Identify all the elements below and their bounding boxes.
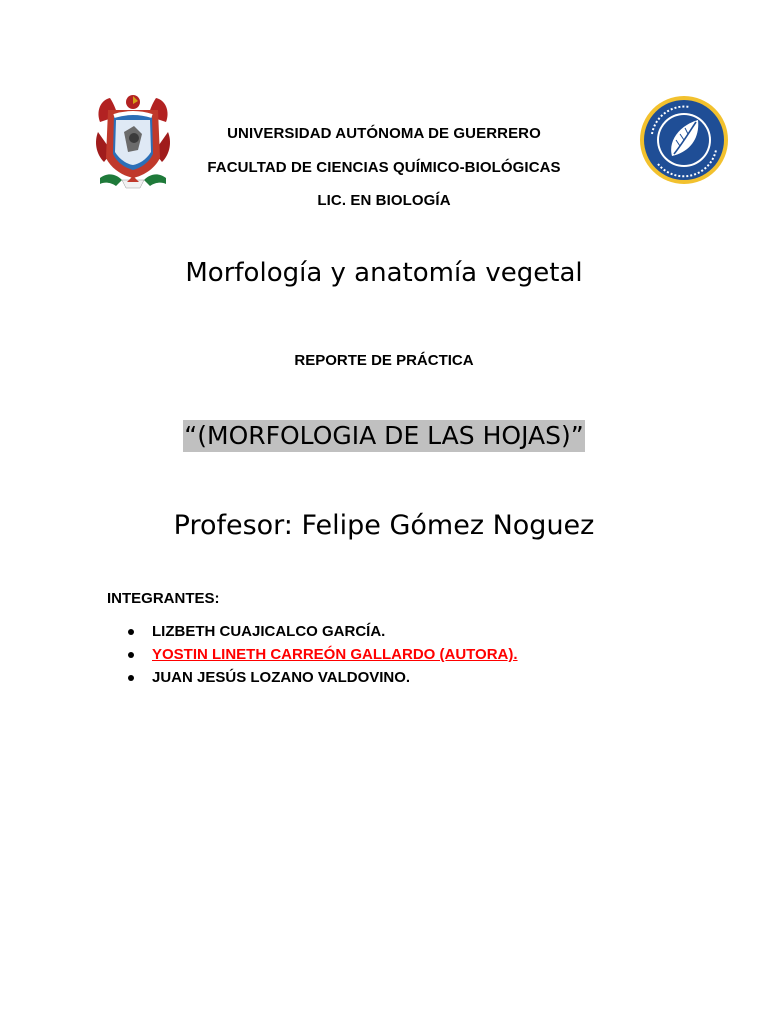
list-item-member — [128, 620, 518, 643]
university-coat-of-arms-logo — [94, 92, 172, 192]
degree-name: LIC. EN BIOLOGÍA — [317, 192, 451, 209]
course-title: Morfología y anatomía vegetal — [185, 258, 583, 288]
member-name: YOSTIN LINETH CARREÓN GALLARDO (AUTORA). — [152, 646, 518, 663]
practice-title: “(MORFOLOGIA DE LAS HOJAS)” — [184, 421, 584, 450]
member-name: LIZBETH CUAJICALCO GARCÍA. — [152, 623, 386, 640]
member-name: JUAN JESÚS LOZANO VALDOVINO. — [152, 669, 411, 686]
practice-title-container — [0, 420, 768, 452]
bullet-icon — [128, 629, 134, 635]
bullet-icon — [128, 675, 134, 681]
members-list — [128, 620, 518, 689]
university-name: UNIVERSIDAD AUTÓNOMA DE GUERRERO — [227, 125, 541, 142]
professor-line: Profesor: Felipe Gómez Noguez — [173, 510, 595, 541]
list-item-member-author — [128, 643, 518, 666]
faculty-name: FACULTAD DE CIENCIAS QUÍMICO-BIOLÓGICAS — [207, 159, 561, 176]
list-item-member — [128, 666, 518, 689]
members-heading: INTEGRANTES: — [107, 590, 220, 607]
report-type: REPORTE DE PRÁCTICA — [294, 352, 474, 369]
bullet-icon — [128, 652, 134, 658]
